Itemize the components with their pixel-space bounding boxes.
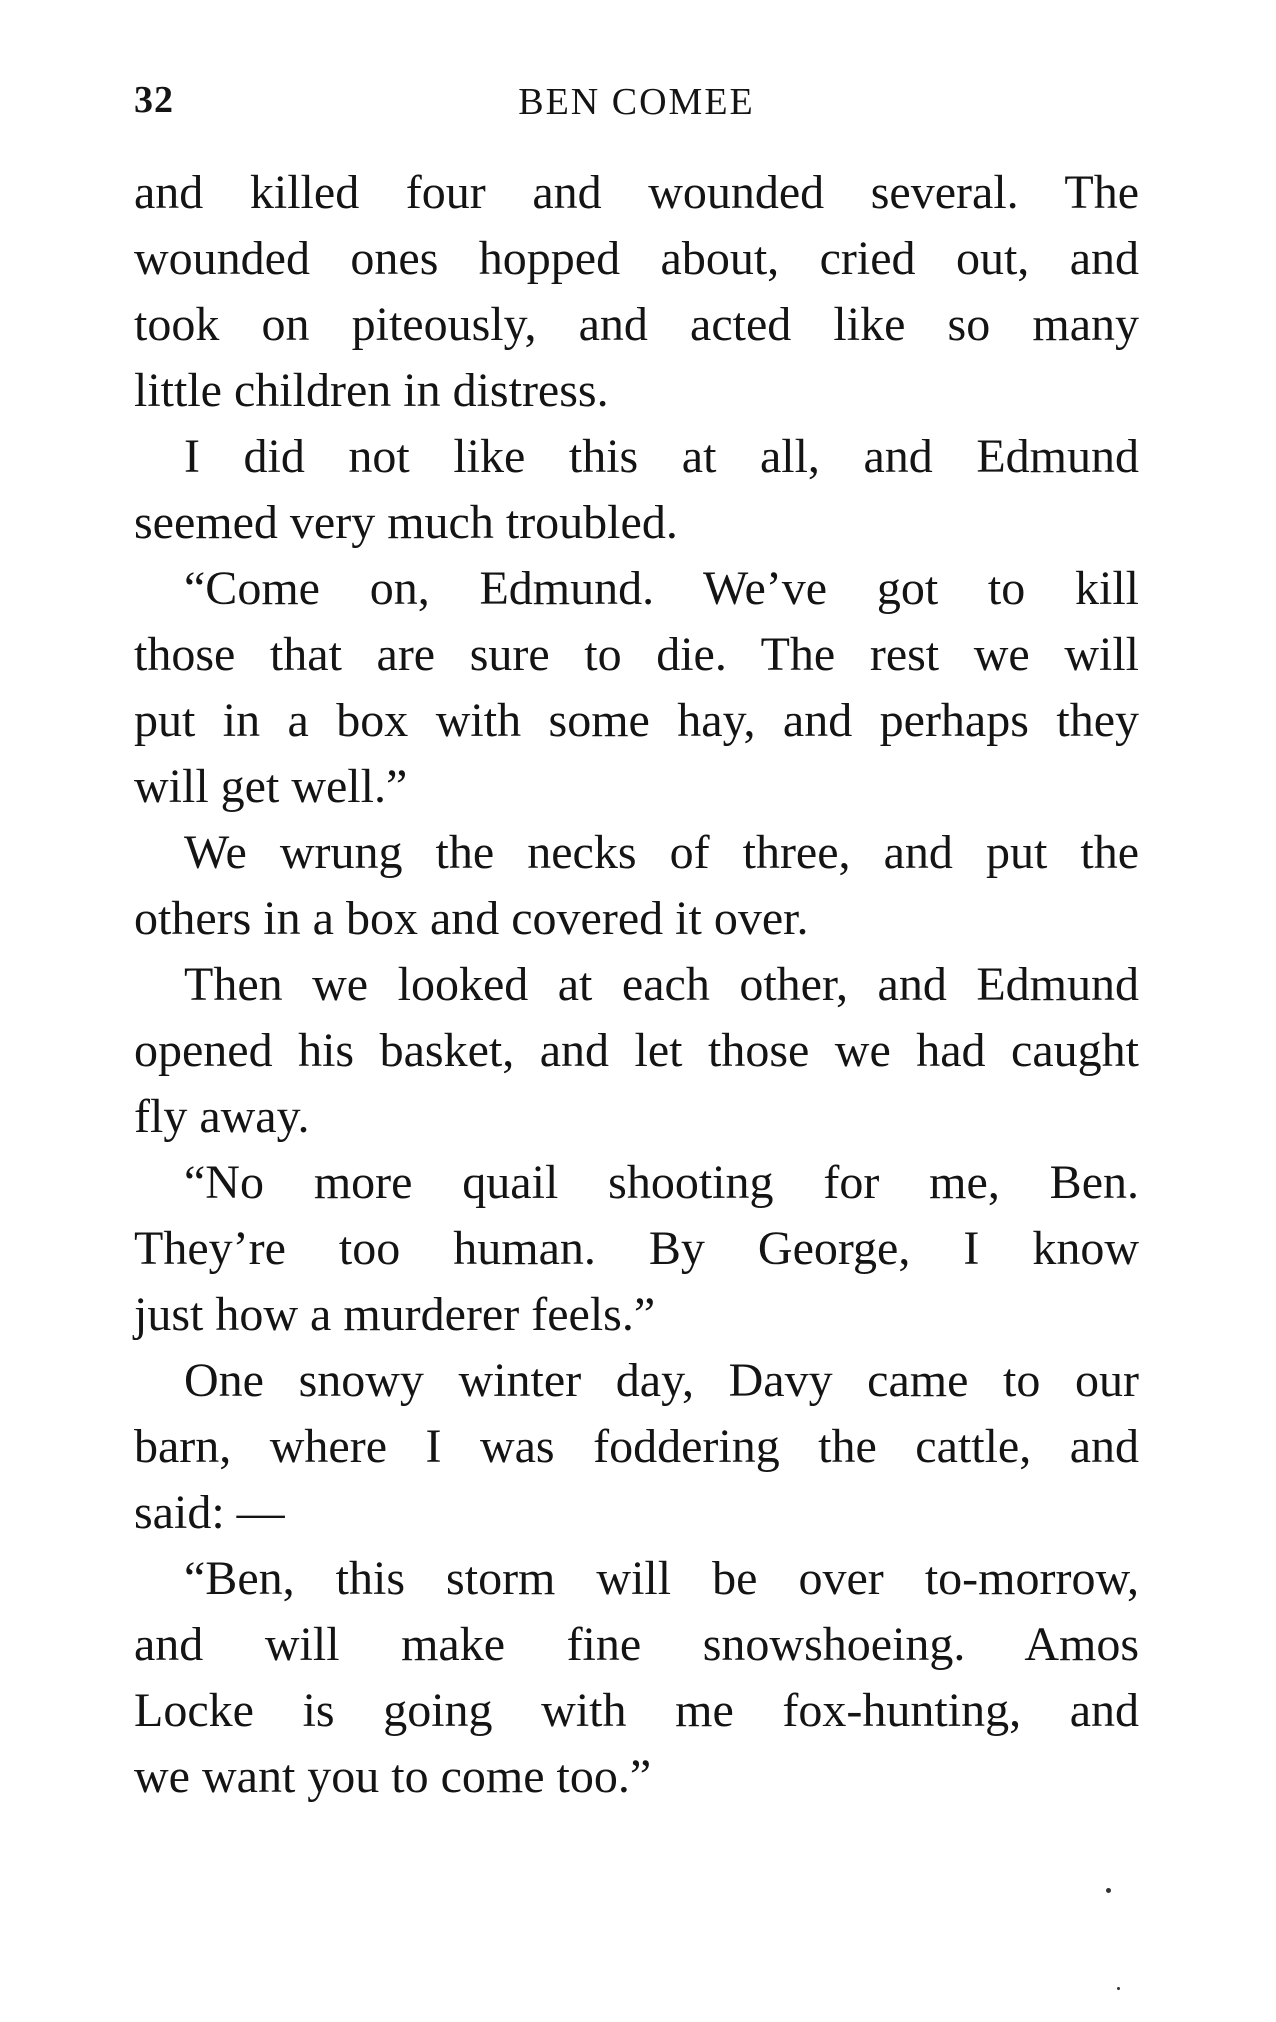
text-line: put in a box with some hay, and perhaps they (134, 694, 1139, 747)
text-line: “Come on, Edmund. We’ve got to kill (184, 562, 1139, 615)
text-line: seemed very much troubled. (134, 496, 678, 549)
running-head (134, 78, 1139, 138)
text-line: we want you to come too.” (134, 1750, 652, 1803)
paragraph-7 (134, 1348, 1139, 1546)
paragraph-2 (134, 424, 1139, 556)
text-line: others in a box and covered it over. (134, 892, 809, 945)
text-line: just how a murderer feels.” (134, 1288, 656, 1341)
paragraph-1 (134, 160, 1139, 424)
book-title: BEN COMEE (518, 81, 755, 123)
page-number: 32 (134, 79, 174, 121)
text-line: One snowy winter day, Davy came to our (184, 1354, 1139, 1407)
ink-speck (1106, 1888, 1111, 1893)
text-line: “Ben, this storm will be over to-morrow, (184, 1552, 1139, 1605)
text-line: Locke is going with me fox-hunting, and (134, 1684, 1139, 1737)
text-line: took on piteously, and acted like so many (134, 298, 1139, 351)
paragraph-4 (134, 820, 1139, 952)
text-line: those that are sure to die. The rest we will (134, 628, 1139, 681)
text-line: They’re too human. By George, I know (134, 1222, 1139, 1275)
text-line: and killed four and wounded several. The (134, 166, 1139, 219)
ink-speck (1117, 1987, 1120, 1990)
text-line: barn, where I was foddering the cattle, and (134, 1420, 1139, 1473)
paragraph-3 (134, 556, 1139, 820)
text-line: wounded ones hopped about, cried out, and (134, 232, 1139, 285)
text-line: little children in distress. (134, 364, 609, 417)
text-line: opened his basket, and let those we had caught (134, 1024, 1139, 1077)
body-text (134, 160, 1139, 1810)
text-line: and will make fine snowshoeing. Amos (134, 1618, 1139, 1671)
paragraph-6 (134, 1150, 1139, 1348)
text-line: Then we looked at each other, and Edmund (184, 958, 1139, 1011)
text-line: “No more quail shooting for me, Ben. (184, 1156, 1139, 1209)
text-line: said: — (134, 1486, 285, 1539)
paragraph-8 (134, 1546, 1139, 1810)
text-line: fly away. (134, 1090, 310, 1143)
text-line: We wrung the necks of three, and put the (184, 826, 1139, 879)
paragraph-5 (134, 952, 1139, 1150)
text-line: I did not like this at all, and Edmund (184, 430, 1139, 483)
text-line: will get well.” (134, 760, 408, 813)
